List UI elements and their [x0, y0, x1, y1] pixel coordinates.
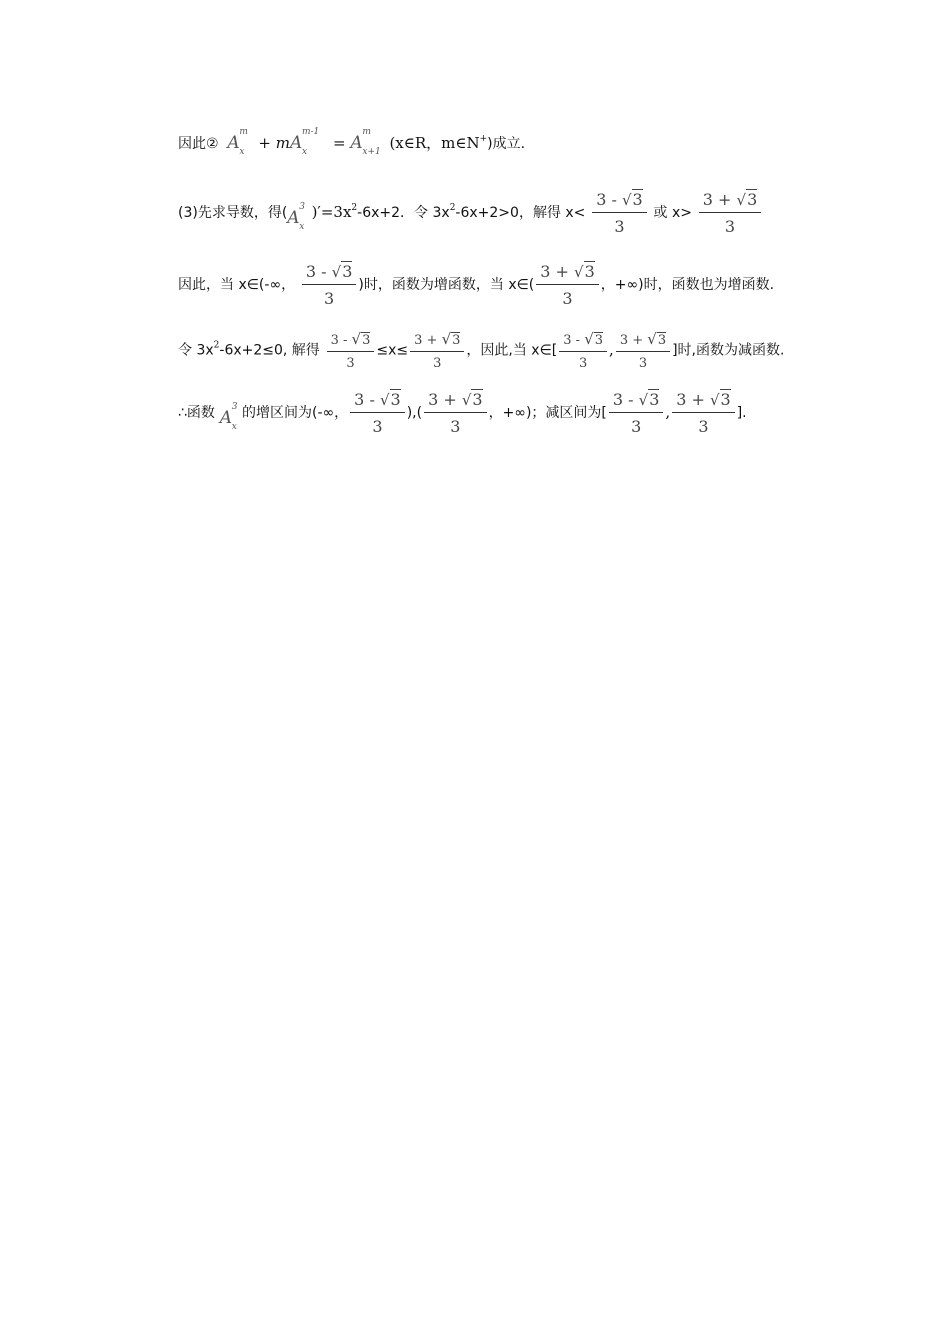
line1-suffix: )成立. [487, 136, 526, 152]
line1-plus-m: + m [258, 134, 290, 152]
line2-rest2: -6x+2>0，解得 x< [455, 205, 586, 221]
fraction-3-minus-sqrt3: $\frac{3 - √3}{3}$ [609, 390, 664, 436]
line4-le: ≤x≤ [376, 342, 409, 359]
line5-mid: 的增区间为(-∞， [241, 405, 349, 421]
line2-prefix: (3)先求导数，得( [178, 205, 288, 221]
arrangement-term-2: A m-1 x [289, 127, 320, 157]
line5-prefix: ∴函数 [178, 405, 215, 421]
line4-suffix: ]时,函数为减函数. [672, 342, 785, 359]
arrangement-term-a3: A 3 x [219, 402, 238, 432]
fraction-3-plus-sqrt3: $\frac{3 + √3}{3}$ [699, 190, 762, 236]
line3-prefix: 因此，当 x∈(-∞， [178, 277, 296, 293]
line-1 [178, 127, 526, 157]
line2-deriv: )′=3x [311, 203, 352, 221]
line1-cond-sup: + [479, 134, 488, 144]
line4-mid: ，因此,当 x∈[ [466, 342, 558, 359]
line2-rest: -6x+2．令 3x [357, 205, 450, 221]
fraction-3-minus-sqrt3: $\frac{3 - √3}{3}$ [559, 330, 607, 371]
line5-suffix: ]. [736, 405, 747, 421]
fraction-3-minus-sqrt3: $\frac{3 - √3}{3}$ [350, 390, 405, 436]
line-3 [178, 262, 774, 308]
line5-mid3: ，+∞)；减区间为[ [488, 405, 607, 421]
line4-rest: -6x+2≤0, 解得 [219, 342, 320, 359]
line1-prefix: 因此② [178, 136, 219, 152]
fraction-3-plus-sqrt3: $\frac{3 + √3}{3}$ [424, 390, 487, 436]
line-2: (3)先求导数，得(A 3 x )$'=3x^2-6x+2$．令 $3x^2-6x+2>0$，解得 x< $\frac{3 - √3}{3}$ 或 x> $\frac{3 + √3}{3}$ [178, 190, 763, 236]
line3-suffix: ，+∞)时，函数也为增函数. [600, 277, 775, 293]
fraction-3-plus-sqrt3: $\frac{3 + √3}{3}$ [672, 390, 735, 436]
line-4: 令 $3x^2-6x+2\le 0$, 解得 $\frac{3 - √3}{3}$ ≤x≤ $\frac{3 + √3}{3}$ ，因此,当 x∈[ $\frac{3 - √3}{3}$ , $\frac{3 + √3}{3}$ ]时,函数为减函数. [178, 330, 785, 371]
line1-condition: (x∈R，m∈N [389, 134, 480, 152]
line1-equals: = [333, 134, 346, 152]
line4-prefix: 令 3x [178, 342, 214, 359]
fraction-3-minus-sqrt3: $\frac{3 - √3}{3}$ [302, 262, 357, 308]
arrangement-term-3: A m x+1 [350, 127, 381, 157]
line5-mid2: ),( [406, 405, 423, 421]
fraction-3-minus-sqrt3: $\frac{3 - √3}{3}$ [327, 330, 375, 371]
fraction-3-plus-sqrt3: $\frac{3 + √3}{3}$ [616, 330, 670, 371]
line3-mid: )时，函数为增函数，当 x∈( [358, 277, 535, 293]
fraction-3-plus-sqrt3: $\frac{3 + √3}{3}$ [536, 262, 599, 308]
arrangement-term-1: A m x [227, 127, 248, 157]
fraction-3-minus-sqrt3: $\frac{3 - √3}{3}$ [592, 190, 647, 236]
line2-or: 或 x> [653, 205, 692, 221]
arrangement-term-a3: A 3 x [287, 202, 306, 232]
line-5: ∴函数 A 3 x 的增区间为(-∞， $\frac{3 - √3}{3}$ ),( $\frac{3 + √3}{3}$ ，+∞)；减区间为[ $\frac{3 - √3}{3}$ , $\frac{3 + √3}{3}$ ]. [178, 390, 747, 436]
fraction-3-plus-sqrt3: $\frac{3 + √3}{3}$ [410, 330, 464, 371]
